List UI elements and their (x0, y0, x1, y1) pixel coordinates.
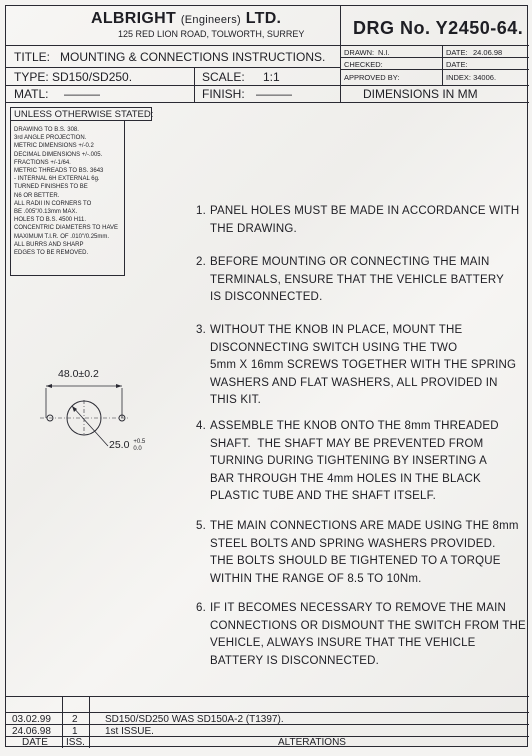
condition-line: HOLES TO B.S. 4500 H11. (14, 217, 87, 224)
condition-line: ALL RADII IN CORNERS TO (14, 200, 92, 207)
centres-dimension: 48.0±0.2 (58, 368, 99, 380)
instruction-text: THE MAIN CONNECTIONS ARE MADE USING THE 8mm STEEL BOLTS AND SPRING WASHERS PROVIDED. THE BOLTS SHOULD BE TIGHTENED TO A TORQUE WITHIN THE RANGE OF 8.5 TO 10Nm. (210, 520, 519, 585)
checked-label: CHECKED: (344, 60, 383, 69)
title-value: MOUNTING & CONNECTIONS INSTRUCTIONS. (60, 50, 326, 64)
dimension-arrow-right (116, 384, 122, 388)
type-row-divider (6, 85, 529, 86)
revision-col-divider-1 (62, 696, 63, 748)
revision-head-alterations: ALTERATIONS (278, 737, 346, 748)
matl-value: ——— (64, 87, 100, 101)
scale-value: 1:1 (263, 70, 280, 84)
panel-hole-drawing (36, 366, 176, 466)
scale-column-divider (194, 67, 195, 102)
revision-row-line-1 (6, 712, 529, 713)
date-column-divider (442, 45, 443, 85)
condition-line: MAXIMUM T.I.R. OF .010"/0.25mm. (14, 233, 110, 240)
revision-col-divider-2 (89, 696, 90, 748)
finish-value: ——— (256, 87, 292, 101)
revision-date: 03.02.99 (12, 714, 51, 725)
instruction-text: IF IT BECOMES NECESSARY TO REMOVE THE MAIN CONNECTIONS OR DISMOUNT THE SWITCH FROM THE VEHICLE, ALWAYS INSURE THAT THE VEHICLE BATTERY IS DISCONNECTED. (210, 602, 526, 667)
conditions-heading: UNLESS OTHERWISE STATED: (14, 109, 154, 120)
title-row-divider (6, 67, 340, 68)
condition-line: FRACTIONS +/-1/64. (14, 159, 71, 166)
date1-label: DATE: (446, 48, 468, 57)
instruction-number: 2. (196, 256, 206, 268)
condition-line: BE .005"/0.13mm MAX. (14, 209, 78, 216)
company-name-text: ALBRIGHT (91, 10, 177, 27)
hole-tolerance-lower: 0.0 (133, 445, 142, 452)
company-ltd: LTD. (245, 10, 282, 27)
hole-diameter-value: 25.0 (109, 439, 130, 451)
dimensions-note: DIMENSIONS IN MM (363, 87, 478, 101)
condition-line: METRIC DIMENSIONS +/-0.2 (14, 143, 94, 150)
revision-iss: 2 (72, 714, 78, 725)
diameter-leader (72, 406, 108, 446)
instruction-number: 5. (196, 520, 206, 532)
checked-row-divider (340, 69, 529, 70)
hole-diameter (109, 439, 145, 452)
conditions-list (14, 126, 118, 257)
instruction-text: WITHOUT THE KNOB IN PLACE, MOUNT THE DISCONNECTING SWITCH USING THE TWO 5mm X 16mm SCREWS TOGETHER WITH THE SPRING WASHERS AND FLAT WASHERS, ALL PROVIDED IN THIS KIT. (210, 324, 517, 406)
type-value: SD150/SD250. (52, 70, 133, 84)
revision-alteration: 1st ISSUE. (105, 726, 154, 737)
revision-alteration: SD150/SD250 WAS SD150A-2 (T1397). (105, 714, 284, 725)
scale-label: SCALE: (202, 70, 245, 84)
company-address: 125 RED LION ROAD, TOLWORTH, SURREY (118, 29, 305, 39)
condition-line: EDGES TO BE REMOVED. (14, 250, 89, 257)
condition-line: N6 OR BETTER. (14, 192, 60, 199)
matl-label: MATL: (14, 87, 49, 101)
date2-label: DATE: (446, 60, 468, 69)
title-block-vertical (340, 6, 341, 102)
hole-tolerance-upper: +0.5 (133, 439, 146, 445)
instruction-number: 1. (196, 205, 206, 217)
drawing-number: DRG No. Y2450-64. (353, 18, 524, 38)
instruction-text: BEFORE MOUNTING OR CONNECTING THE MAIN TERMINALS, ENSURE THAT THE VEHICLE BATTERY IS DISCONNECTED. (210, 256, 505, 303)
revision-head-iss: ISS. (66, 737, 85, 748)
condition-line: DRAWING TO B.S. 308. (14, 127, 79, 133)
instruction-number: 3. (196, 324, 206, 336)
company-name (91, 10, 281, 28)
condition-line: ALL BURRS AND SHARP (14, 241, 84, 248)
instruction-number: 6. (196, 602, 206, 614)
instruction-text: PANEL HOLES MUST BE MADE IN ACCORDANCE WITH THE DRAWING. (210, 205, 520, 235)
drawing-sheet (5, 5, 528, 747)
revision-top-line (6, 696, 529, 697)
revision-head-date: DATE (22, 737, 48, 748)
condition-line: DECIMAL DIMENSIONS +/-.005. (14, 151, 103, 158)
drawn-value: N.I. (378, 48, 390, 57)
instruction-text: ASSEMBLE THE KNOB ONTO THE 8mm THREADED SHAFT. THE SHAFT MAY BE PREVENTED FROM TURNING DURING TIGHTENING BY INSERTING A BAR THROUGH THE 4mm HOLES IN THE BLACK PLASTIC TUBE AND THE SHAFT ITSELF. (210, 420, 499, 502)
condition-line: CONCENTRIC DIAMETERS TO HAVE (14, 225, 119, 232)
condition-line: - INTERNAL 6H EXTERNAL 6g. (14, 176, 100, 183)
revision-iss: 1 (72, 726, 78, 737)
instruction-number: 4. (196, 420, 206, 432)
finish-label: FINISH: (202, 87, 245, 101)
drawn-row-divider (340, 57, 529, 58)
approved-label: APPROVED BY: (344, 73, 400, 82)
date1-value: 24.06.98 (473, 48, 503, 57)
type-label: TYPE: (14, 70, 49, 84)
company-suffix: (Engineers) (180, 14, 241, 26)
title-block-divider (6, 45, 529, 46)
condition-line: METRIC THREADS TO BS. 3643 (14, 168, 104, 175)
hole-tolerance (133, 439, 145, 452)
condition-line: 3rd ANGLE PROJECTION. (14, 135, 87, 142)
index-label: INDEX: 34006. (446, 73, 497, 82)
matl-row-divider (6, 102, 529, 103)
revision-date: 24.06.98 (12, 726, 51, 737)
dimension-arrow-left (46, 384, 52, 388)
drawn-label: DRAWN: (344, 48, 375, 57)
title-label: TITLE: (14, 50, 51, 64)
condition-line: TURNED FINISHES TO BE (14, 184, 88, 191)
